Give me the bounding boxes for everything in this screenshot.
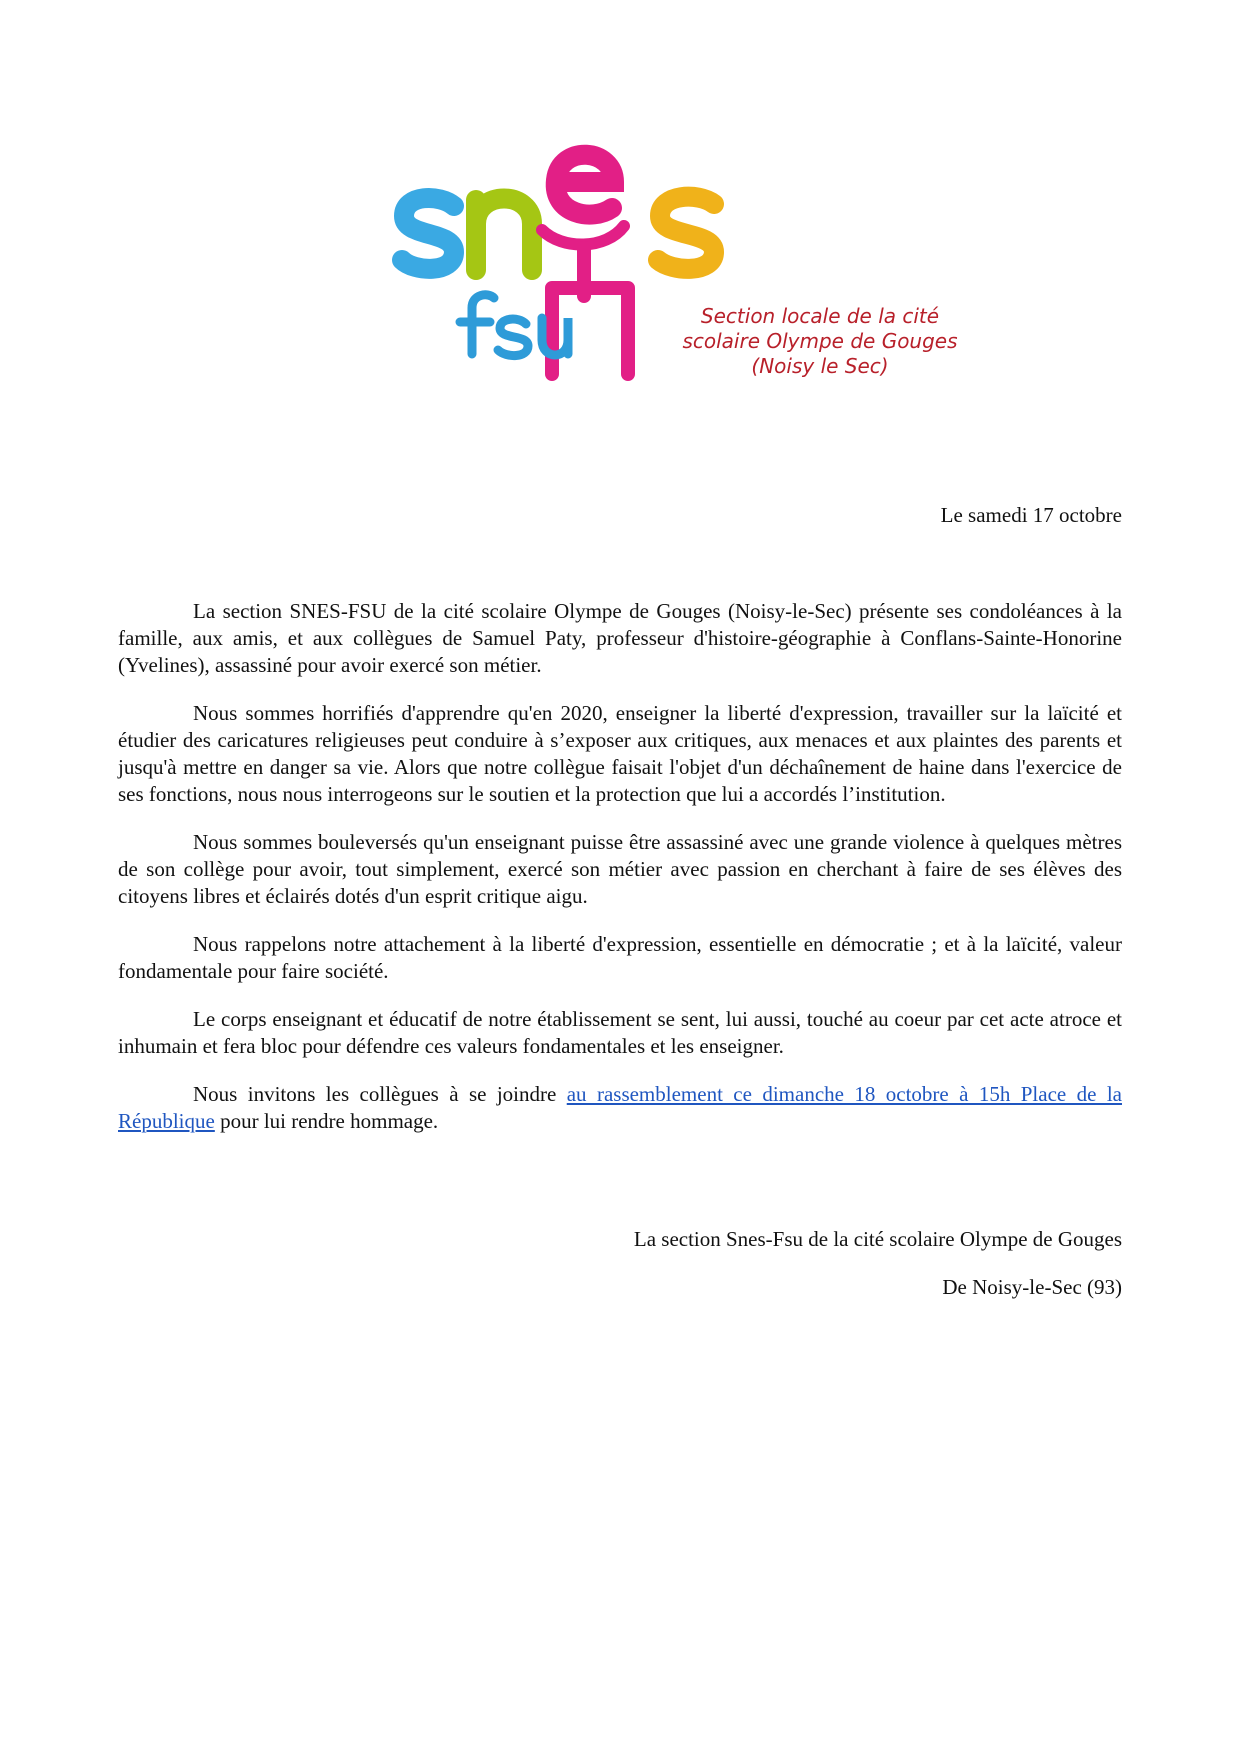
signature-line: La section Snes-Fsu de la cité scolaire Olympe de Gouges bbox=[633, 1227, 1122, 1251]
invite-before: Nous invitons les collègues à se joindre bbox=[193, 1082, 567, 1106]
paragraph: La section SNES-FSU de la cité scolaire Olympe de Gouges (Noisy-le-Sec) présente ses condoléances à la famille, aux amis, et aux collègues de Samuel Paty, professeur d'histoire-géographie à Conflans-Sainte-Honorine (Yvelines), assassiné pour avoir exercé son métier. bbox=[118, 599, 1122, 677]
logo-letter-e bbox=[556, 155, 614, 215]
logo-letter-s1 bbox=[402, 198, 454, 269]
letter-date: Le samedi 17 octobre bbox=[940, 503, 1122, 527]
paragraph: Le corps enseignant et éducatif de notre établissement se sent, lui aussi, touché au coeur par cet acte atroce et inhumain et fera bloc pour défendre ces valeurs fondamentales et les enseigner. bbox=[118, 1007, 1122, 1058]
paragraph: Nous sommes bouleversés qu'un enseignant puisse être assassiné avec une grande violence à quelques mètres de son collège pour avoir, tout simplement, exercé son métier avec passion en cherchant à faire de ses élèves des citoyens libres et éclairés dotés d'un esprit critique aigu. bbox=[118, 830, 1122, 908]
caption-line: scolaire Olympe de Gouges bbox=[682, 329, 958, 353]
caption-line: (Noisy le Sec) bbox=[751, 354, 889, 378]
logo-letter-f bbox=[460, 295, 494, 354]
invite-after: pour lui rendre hommage. bbox=[214, 1109, 439, 1133]
letter-body bbox=[118, 598, 1122, 1156]
paragraph: Nous sommes horrifiés d'apprendre qu'en 2020, enseigner la liberté d'expression, travailler sur la laïcité et étudier des caricatures religieuses peut conduire à s’exposer aux critiques, aux menaces et aux plaintes des parents et jusqu'à mettre en danger sa vie. Alors que notre collègue faisait l'objet d'un déchaînement de haine dans l'exercice de ses fonctions, nous nous interrogeons sur le soutien et la protection que lui a accordés l’institution. bbox=[118, 701, 1122, 806]
signature-line: De Noisy-le-Sec (93) bbox=[942, 1275, 1122, 1299]
rally-link[interactable]: au rassemblement ce dimanche 18 octobre à 15h Place de la République bbox=[118, 1082, 1122, 1133]
section-caption bbox=[680, 304, 960, 379]
logo-letter-s2 bbox=[658, 197, 714, 269]
paragraph: Nous rappelons notre attachement à la liberté d'expression, essentielle en démocratie ; et à la laïcité, valeur fondamentale pour faire société. bbox=[118, 932, 1122, 983]
logo-letter-s3 bbox=[498, 319, 528, 356]
caption-line: Section locale de la cité bbox=[700, 304, 940, 328]
logo-letter-n bbox=[476, 199, 532, 271]
signature bbox=[634, 1226, 1122, 1322]
invite-paragraph bbox=[118, 1081, 1122, 1135]
